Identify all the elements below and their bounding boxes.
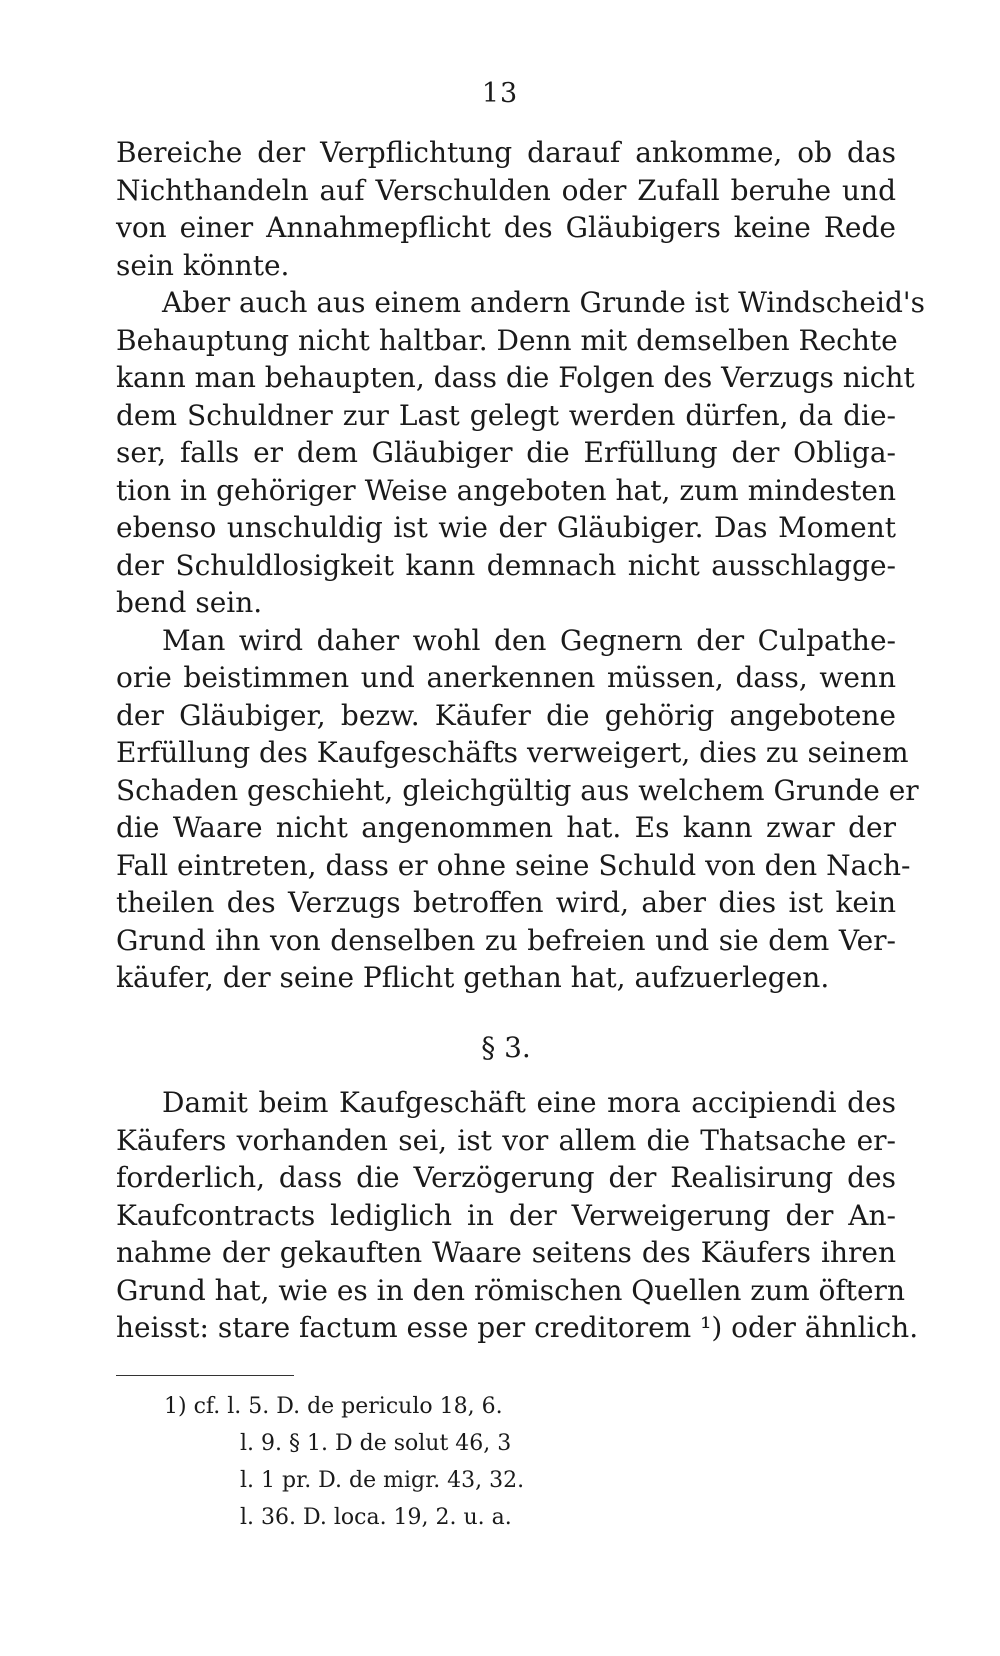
footnote-line: 1) cf. l. 5. D. de periculo 18, 6.: [164, 1394, 503, 1419]
footnote-line: l. 9. § 1. D de solut 46, 3: [240, 1431, 512, 1456]
text-line: ebenso unschuldig ist wie der Gläubiger. Das Moment: [116, 511, 896, 544]
text-line: Grund ihn von denselben zu befreien und sie dem Ver-: [116, 923, 896, 957]
footnote-line: l. 1 pr. D. de migr. 43, 32.: [240, 1468, 525, 1493]
text-line: von einer Annahmepflicht des Gläubigers keine Rede: [116, 211, 896, 244]
footnote-divider: [116, 1375, 294, 1376]
text-line: ser, falls er dem Gläubiger die Erfüllung der Obliga-: [116, 436, 896, 469]
text-line: Schaden geschieht, gleichgültig aus welchem Grunde er: [116, 773, 919, 807]
text-line: Erfüllung des Kaufgeschäfts verweigert, dies zu seinem: [116, 736, 909, 769]
text-line: der Schuldlosigkeit kann demnach nicht ausschlagge-: [116, 548, 896, 582]
footnotes: [164, 1388, 724, 1536]
text-line: tion in gehöriger Weise angeboten hat, zum mindesten: [116, 473, 896, 507]
text-line: Grund hat, wie es in den römischen Quellen zum öftern: [116, 1273, 905, 1307]
footnote-line: l. 36. D. loca. 19, 2. u. a.: [240, 1505, 512, 1530]
paragraph-2: [116, 284, 925, 622]
section-paragraph: [116, 1084, 919, 1347]
text-line: Nichthandeln auf Verschulden oder Zufall beruhe und: [116, 173, 896, 207]
text-line: Behauptung nicht haltbar. Denn mit demselben Rechte: [116, 323, 898, 357]
body-text: [116, 134, 925, 1347]
text-line: dem Schuldner zur Last gelegt werden dürfen, da die-: [116, 398, 896, 432]
text-line: die Waare nicht angenommen hat. Es kann zwar der: [116, 811, 896, 844]
text-line: Aber auch aus einem andern Grunde ist Windscheid's: [162, 286, 925, 319]
text-line: kann man behaupten, dass die Folgen des Verzugs nicht: [116, 361, 915, 394]
text-line: theilen des Verzugs betroffen wird, aber dies ist kein: [116, 886, 896, 919]
text-line: käufer, der seine Pflicht gethan hat, aufzuerlegen.: [116, 961, 830, 994]
text-line: Bereiche der Verpflichtung darauf ankomme, ob das: [116, 136, 896, 169]
text-line: nahme der gekauften Waare seitens des Käufers ihren: [116, 1236, 896, 1269]
paragraph-1: [116, 134, 896, 284]
text-line: der Gläubiger, bezw. Käufer die gehörig angebotene: [116, 698, 896, 732]
text-line: Kaufcontracts lediglich in der Verweigerung der An-: [116, 1198, 896, 1232]
page-number: 13: [481, 78, 519, 109]
text-line: Man wird daher wohl den Gegnern der Culpathe-: [162, 623, 896, 657]
text-line: heisst: stare factum esse per creditorem ¹) oder ähnlich.: [116, 1311, 919, 1344]
text-line: Käufers vorhanden sei, ist vor allem die Thatsache er-: [116, 1123, 896, 1157]
section-heading: § 3.: [481, 1030, 531, 1064]
text-line: forderlich, dass die Verzögerung der Realisirung des: [116, 1161, 896, 1194]
text-line: orie beistimmen und anerkennen müssen, dass, wenn: [116, 661, 896, 694]
text-line: Damit beim Kaufgeschäft eine mora accipiendi des: [162, 1086, 896, 1119]
text-line: Fall eintreten, dass er ohne seine Schuld von den Nach-: [116, 848, 911, 882]
text-line: sein könnte.: [116, 248, 290, 282]
paragraph-3: [116, 622, 919, 997]
text-line: bend sein.: [116, 586, 263, 619]
